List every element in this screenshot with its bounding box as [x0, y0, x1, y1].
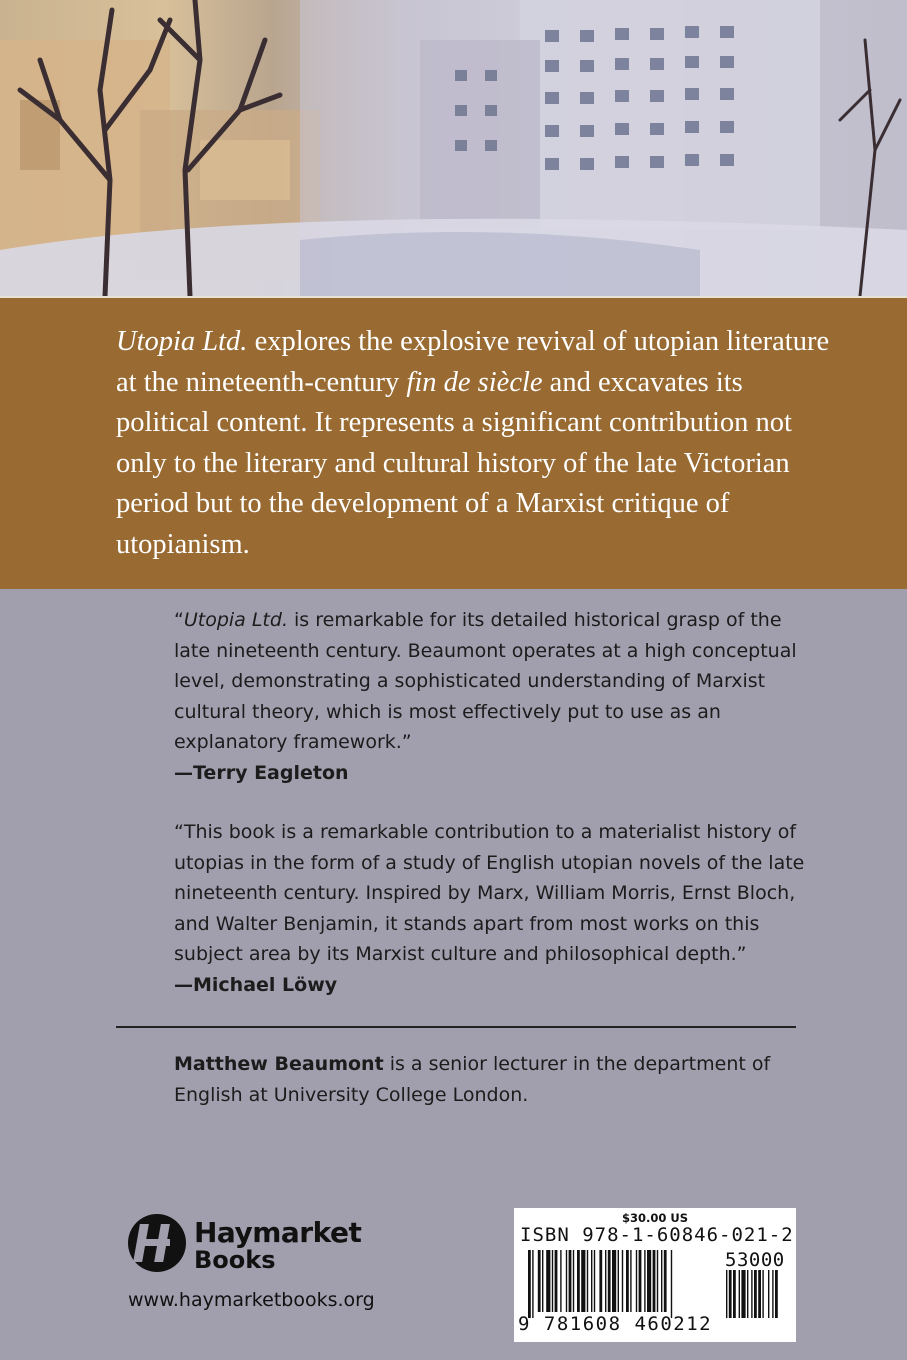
author-bio-text: is a senior lecturer in the department of English at University College London. — [174, 1053, 771, 1106]
isbn-barcode — [514, 1208, 796, 1342]
description-text-2: and excavates its political content. It represents a significant contribution not only to the literary and cultural history of the late Victorian period but to the development of a Marxist critique of utopianism. — [116, 366, 792, 560]
description-text-1: explores the explosive revival of utopian literature at the nineteenth-century — [116, 326, 830, 398]
price-label: $30.00 US — [621, 1211, 688, 1225]
book-description — [116, 322, 836, 565]
endorsement-quote-2 — [174, 817, 814, 1000]
section-rule — [116, 1026, 796, 1028]
quote-text: “This book is a remarkable contribution to a materialist history of utopias in the form of a study of English utopian novels of the late nineteenth century. Inspired by Marx, William Morris, Ernst Bloch, and Walter Benjamin, it stands apart from most works on this subject area by its Marxist culture and philosophical depth.” — [174, 821, 805, 965]
author-name: Matthew Beaumont — [174, 1053, 384, 1075]
quote-attribution: —Terry Eagleton — [174, 761, 349, 784]
publisher-logo — [126, 1210, 386, 1280]
book-title-italic: Utopia Ltd. — [116, 326, 248, 357]
publisher-name: Haymarket — [194, 1216, 362, 1249]
isbn-text: ISBN 978-1-60846-021-2 — [520, 1224, 794, 1246]
addon-digits: 53000 — [725, 1249, 785, 1271]
endorsement-quote-1 — [174, 605, 814, 788]
quote-book-title: Utopia Ltd. — [183, 609, 288, 631]
fin-de-siecle-italic: fin de siècle — [406, 366, 543, 398]
publisher-url: www.haymarketbooks.org — [128, 1289, 375, 1311]
quote-attribution: —Michael Löwy — [174, 973, 338, 996]
barcode-digits: 9 781608 460212 — [518, 1313, 713, 1335]
author-bio — [174, 1049, 814, 1110]
painting-illustration — [0, 0, 907, 296]
quote-text: is remarkable for its detailed historical grasp of the late nineteenth century. Beaumont operates at a high conceptual level, demonstrating a sophisticated understanding of Marxist cultural theory, which is most effectively put to use as an explanatory framework.” — [174, 609, 797, 753]
publisher-sub: Books — [194, 1246, 276, 1274]
cover-painting — [0, 0, 907, 296]
quote-open-mark: “ — [174, 609, 184, 631]
haymarket-h-icon — [126, 1212, 188, 1274]
